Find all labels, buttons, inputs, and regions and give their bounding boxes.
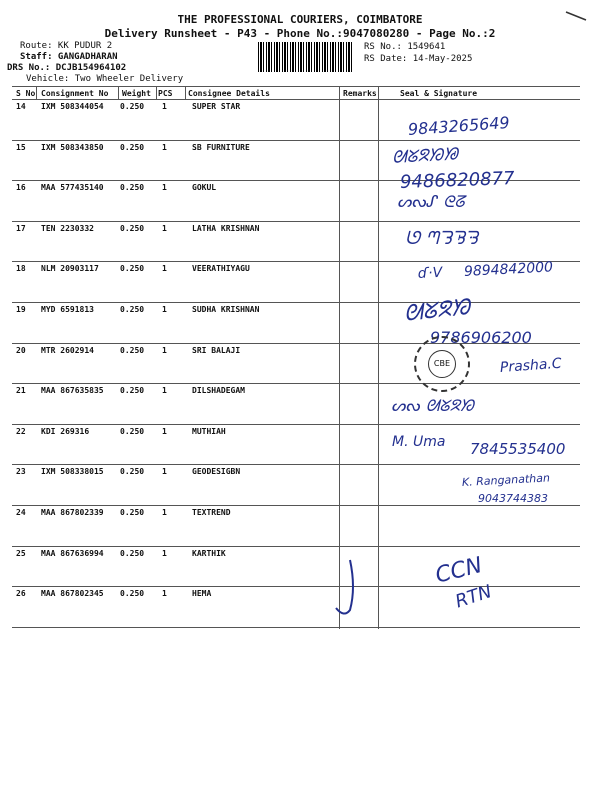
cell-weight: 0.250 [120,264,145,274]
drs-number: DRS No.: DCJB154964102 [7,63,127,73]
cell-consignment: MAA 867802345 [41,589,104,599]
signature-20-name: Prasha.C [499,355,563,376]
signature-15: 9486820877 [399,168,515,193]
col-header-consignee: Consignee Details [188,89,270,98]
cell-weight: 0.250 [120,142,145,152]
col-header-remarks: Remarks [343,89,377,98]
cell-consignee: DILSHADEGAM [192,386,245,396]
cell-consignment: IXM 508338015 [41,467,104,477]
col-header-pcs: PCS [158,89,173,98]
cell-pcs: 1 [162,142,167,152]
cell-sno: 17 [16,223,26,233]
col-header-signature: Seal & Signature [400,89,478,98]
signature-22-name: M. Uma [392,434,446,450]
cell-consignee: GOKUL [192,183,217,193]
rs-date: RS Date: 14-May-2025 [364,54,473,64]
cell-sno: 18 [16,264,26,274]
cell-consignment: KDI 269316 [41,426,90,436]
stamp-center: CBE [428,350,456,378]
signature-18-mark: ɗ·ᐯ [417,264,443,282]
cell-sno: 23 [16,467,26,477]
cell-consignee: MUTHIAH [192,426,226,436]
cell-consignee: TEXTREND [192,508,231,517]
cell-weight: 0.250 [120,467,145,477]
cell-weight: 0.250 [120,102,145,111]
signature-22-phone: 7845535400 [470,440,566,458]
cell-consignee: GEODESIGBN [192,467,241,477]
page-title: THE PROFESSIONAL COURIERS, COIMBATORE [177,13,423,26]
cell-consignment: IXM 508343850 [41,142,104,152]
cell-consignment: NLM 20903117 [41,264,99,274]
cell-consignment: MAA 867802339 [41,508,104,517]
cell-sno: 25 [16,548,26,558]
staff-label: Staff: GANGADHARAN [20,52,118,62]
cell-consignment: MAA 867635835 [41,386,104,396]
cell-pcs: 1 [162,183,167,193]
cell-weight: 0.250 [120,386,145,396]
cell-pcs: 1 [162,223,167,233]
cell-weight: 0.250 [120,508,145,517]
signature-16: ᔕᔓᔑ ᘓᘔ [398,192,465,211]
cell-consignee: LATHA KRISHNAN [192,223,260,233]
signature-17: ᘎ ᘉᘊᘋᘌ [405,228,478,249]
corner-pen-mark [566,12,586,20]
cell-consignment: TEN 2230332 [41,223,94,233]
cell-consignee: VEERATHIYAGU [192,264,250,274]
route-label: Route: KK PUDUR 2 [20,41,113,51]
cell-weight: 0.250 [120,223,145,233]
cell-weight: 0.250 [120,589,145,599]
runsheet-subtitle: Delivery Runsheet - P43 - Phone No.:9047080280 - Page No.:2 [104,27,496,40]
cell-weight: 0.250 [120,305,145,314]
cell-weight: 0.250 [120,548,145,558]
cell-pcs: 1 [162,589,167,599]
cell-consignee: HEMA [192,589,212,599]
cell-weight: 0.250 [120,183,145,193]
cell-pcs: 1 [162,508,167,517]
cell-consignee: KARTHIK [192,548,226,558]
cell-pcs: 1 [162,467,167,477]
cell-consignment: MTR 2602914 [41,345,94,355]
cell-consignee: SB FURNITURE [192,142,250,152]
cell-sno: 19 [16,305,26,314]
cell-consignee: SRI BALAJI [192,345,241,355]
cell-weight: 0.250 [120,426,145,436]
signature-21: ᔕᔓ ᘛᘜᘝᘞ [392,396,474,415]
cell-consignment: MAA 867636994 [41,548,104,558]
signature-18: 9894842000 [463,259,554,280]
col-header-weight: Weight [122,89,151,98]
cell-sno: 15 [16,142,26,152]
signature-19: ᘛᘜᘝᘞ [402,295,472,327]
rs-number: RS No.: 1549641 [364,42,446,52]
cell-consignment: IXM 508344054 [41,102,104,111]
cell-sno: 14 [16,102,26,111]
cell-pcs: 1 [162,386,167,396]
cell-sno: 21 [16,386,26,396]
cell-sno: 22 [16,426,26,436]
cell-sno: 16 [16,183,26,193]
signature-23-phone: 9043744383 [478,492,548,505]
cell-pcs: 1 [162,345,167,355]
cell-pcs: 1 [162,102,167,111]
col-header-sno: S No [16,89,36,98]
cell-pcs: 1 [162,548,167,558]
col-header-consignment: Consignment No [41,89,109,98]
signature-15-scribble: ᘛᘜᘝᘞᘟ [391,144,459,168]
signature-25-ccn: CCN [432,552,485,589]
cell-consignee: SUDHA KRISHNAN [192,305,260,314]
vehicle-label: Vehicle: Two Wheeler Delivery [26,74,184,84]
cell-sno: 20 [16,345,26,355]
signature-20: 9786906200 [430,328,532,347]
cell-consignment: MAA 577435140 [41,183,104,193]
pen-hook-stroke [336,560,353,614]
signature-25-rtn: RTN [452,581,495,613]
cell-sno: 26 [16,589,26,599]
cell-sno: 24 [16,508,26,517]
cell-weight: 0.250 [120,345,145,355]
signature-14: 9843265649 [407,112,511,139]
cell-pcs: 1 [162,426,167,436]
signature-23-name: K. Ranganathan [461,471,551,489]
cell-consignment: MYD 6591813 [41,305,94,314]
cell-consignee: SUPER STAR [192,102,241,111]
cell-pcs: 1 [162,264,167,274]
cell-pcs: 1 [162,305,167,314]
